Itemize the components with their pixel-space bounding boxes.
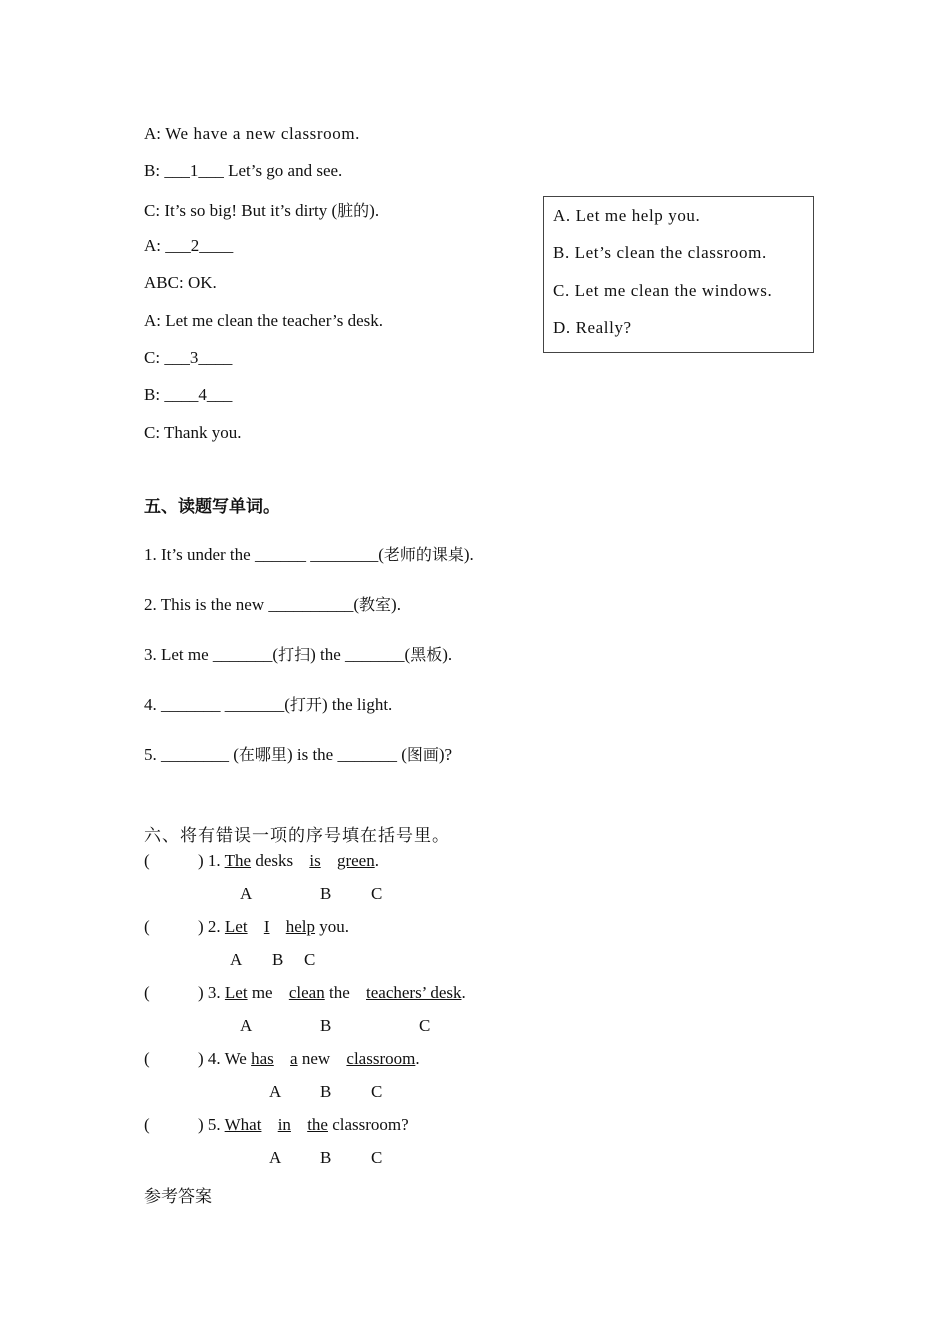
- section6-letter-2b: B: [272, 950, 284, 969]
- section6-item-5: ) 5. What in the classroom?: [198, 1115, 409, 1134]
- section6-letter-2a: A: [230, 950, 243, 969]
- dialogue-line-7: C: ___3____: [144, 348, 233, 367]
- dialogue-line-9: C: Thank you.: [144, 423, 242, 442]
- section6-letter-4a: A: [269, 1082, 282, 1101]
- dialogue-line-1: A: We have a new classroom.: [144, 124, 361, 143]
- dialogue-line-4: A: ___2____: [144, 236, 234, 255]
- section5-item-4: 4. _______ _______(打开) the light.: [144, 695, 393, 714]
- section6-item-4: ) 4. We has a new classroom.: [198, 1049, 420, 1068]
- section6-letter-1c: C: [371, 884, 383, 903]
- option-d: D. Really?: [553, 318, 632, 337]
- section5-item-5: 5. ________ (在哪里) is the _______ (图画)?: [144, 745, 453, 764]
- section5-title: 五、读题写单词。: [144, 497, 280, 517]
- section5-item-3: 3. Let me _______(打扫) the _______(黑板).: [144, 645, 453, 664]
- dialogue-line-8: B: ____4___: [144, 385, 233, 404]
- section6-letter-3b: B: [320, 1016, 332, 1035]
- answer-heading: 参考答案: [144, 1187, 212, 1207]
- option-c: C. Let me clean the windows.: [553, 281, 773, 300]
- section6-title: 六、将有错误一项的序号填在括号里。: [144, 826, 450, 846]
- section6-letter-5b: B: [320, 1148, 332, 1167]
- section6-letter-3c: C: [419, 1016, 431, 1035]
- section6-letter-5a: A: [269, 1148, 282, 1167]
- section6-item-2: ) 2. Let I help you.: [198, 917, 350, 936]
- section6-paren-2: (: [144, 917, 150, 936]
- section6-letter-1a: A: [240, 884, 253, 903]
- section6-letter-4b: B: [320, 1082, 332, 1101]
- section5-item-2: 2. This is the new __________(教室).: [144, 595, 401, 614]
- section6-paren-5: (: [144, 1115, 150, 1134]
- section6-item-3: ) 3. Let me clean the teachers’ desk.: [198, 983, 466, 1002]
- option-a: A. Let me help you.: [553, 206, 701, 225]
- dialogue-line-2: B: ___1___ Let’s go and see.: [144, 161, 343, 180]
- dialogue-line-6: A: Let me clean the teacher’s desk.: [144, 311, 383, 330]
- section5-item-1: 1. It’s under the ______ ________(老师的课桌).: [144, 545, 474, 564]
- section6-letter-2c: C: [304, 950, 316, 969]
- section6-letter-4c: C: [371, 1082, 383, 1101]
- section6-paren-3: (: [144, 983, 150, 1002]
- options-box: [543, 196, 814, 353]
- section6-letter-1b: B: [320, 884, 332, 903]
- option-b: B. Let’s clean the classroom.: [553, 243, 767, 262]
- dialogue-line-5: ABC: OK.: [144, 273, 217, 292]
- section6-paren-1: (: [144, 851, 150, 870]
- section6-letter-3a: A: [240, 1016, 253, 1035]
- section6-letter-5c: C: [371, 1148, 383, 1167]
- section6-item-1: ) 1. The desks is green.: [198, 851, 379, 870]
- dialogue-line-3: C: It’s so big! But it’s dirty (脏的).: [144, 201, 380, 220]
- section6-paren-4: (: [144, 1049, 150, 1068]
